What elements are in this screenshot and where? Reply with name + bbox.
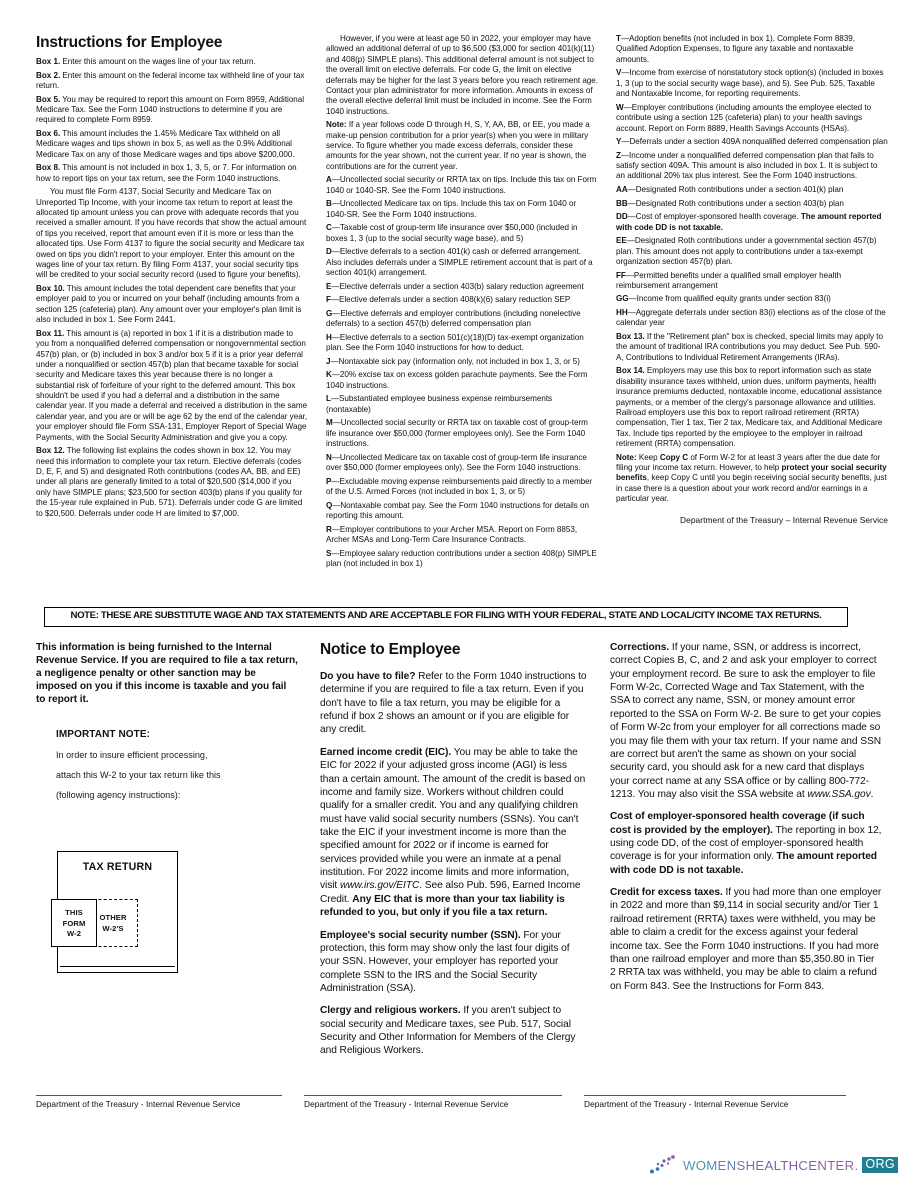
instructions-column-1 xyxy=(36,34,308,522)
tax-return-diagram-title: TAX RETURN xyxy=(82,861,153,874)
diagram-baseline-rule xyxy=(60,966,175,967)
important-note-title: IMPORTANT NOTE: xyxy=(56,728,151,740)
paragraph: C—Taxable cost of group-term life insurance over $50,000 (included in boxes 1, 3 (up to the social security wage base), and 5) xyxy=(326,223,578,243)
paragraph: Box 2. Enter this amount on the federal income tax withheld line of your tax return. xyxy=(36,70,305,91)
other-w2s-line2: W-2'S xyxy=(102,924,124,934)
attachment-diagram-wrapper xyxy=(36,851,298,973)
paragraph: Cost of employer-sponsored health coverage (if such cost is provided by the employer). The reporting in box 12, using code DD, of the cost of employer-sponsored health coverage is for your information only. The amount reported with code DD is not taxable. xyxy=(610,811,882,876)
instructions-column-2 xyxy=(326,34,598,573)
paragraph: S—Employee salary reduction contributions under a section 408(p) SIMPLE plan (not included in box 1) xyxy=(326,548,597,568)
paragraph: Earned income credit (EIC). You may be able to take the EIC for 2022 if your adjusted gross income (AGI) is less than a certain amount. The amount of the credit is based on income and family size. Workers without children could qualify for a smaller credit. You and any qualifying children must have valid social security numbers (SSNs). You can't take the EIC if your investment income is more than the specified amount for 2022 or if income is earned for services provided while you were an inmate at a penal institution. For 2022 income limits and more information, visit www.irs.gov/EITC. See also Pub. 596, Earned Income Credit. Any EIC that is more than your tax liability is refunded to you, but only if you file a tax return. xyxy=(320,746,586,919)
paragraph: HH—Aggregate deferrals under section 83(i) elections as of the close of the calendar year xyxy=(616,308,886,328)
site-watermark-logo xyxy=(649,1154,898,1176)
paragraph: Corrections. If your name, SSN, or address is incorrect, correct Copies B, C, and 2 and ask your employer to correct your employment record. Be sure to ask the employer to file Form W-2c, Corrected Wage and Tax Statement, with the SSA to correct any name, SSN, or money amount error reported to the SSA on Form W-2. Be sure to get your copies of Form W-2c from your employer for all corrections made so you may file them with your tax return. If your name and SSN are correct but aren't the same as shown on your social security card, you should ask for a new card that displays your correct name at any SSA office or by calling 800-772-1213. You may also visit the SSA website at www.SSA.gov. xyxy=(610,642,881,800)
paragraph: Note: If a year follows code D through H, S, Y, AA, BB, or EE, you made a make-up pension contribution for a prior year(s) when you were in military service. To figure whether you made excess deferrals, consider these amounts for the year shown, not the current year. If no year is shown, the contributions are for the current year. xyxy=(326,120,590,171)
footer-treasury-1: Department of the Treasury - Internal Revenue Service xyxy=(36,1095,282,1109)
instructions-columns xyxy=(36,34,888,573)
paragraph: Box 8. This amount is not included in box 1, 3, 5, or 7. For information on how to report tips on your tax return, see the Form 1040 instructions. xyxy=(36,163,297,183)
paragraph: You must file Form 4137, Social Security and Medicare Tax on Unreported Tip Income, with your income tax return to report at least the allocated tip amount unless you can prove with adequate records that you received a smaller amount. If you have records that show the actual amount of tips you received, report that amount even if it is more or less than the allocated tips. Use Form 4137 to figure the social security and Medicare tax owed on tips you didn't report to your employer. Enter this amount on the wages line of your tax return. By filing Form 4137, your social security tips will be credited to your social security record (used to figure your benefits). xyxy=(36,187,307,280)
bottom-column-left xyxy=(36,641,298,973)
bottom-columns xyxy=(36,641,888,1067)
paragraph: Box 12. The following list explains the codes shown in box 12. You may need this information to complete your tax return. Elective deferrals (codes D, E, F, and S) and designated Roth contributions (codes AA, BB, and EE) under all plans are generally limited to a total of $20,500 ($14,000 if you only have SIMPLE plans; $23,500 for section 403(b) plans if you qualify for the 15-year rule explained in Pub. 571). Deferrals under code G are limited to $20,500. Deferrals under code H are limited to $7,000. xyxy=(36,446,303,518)
paragraph: However, if you were at least age 50 in 2022, your employer may have allowed an additional deferral of up to $6,500 ($3,000 for section 401(k)(11) and 408(p) SIMPLE plans). This additional deferral amount is not subject to the overall limit on elective deferrals. For code G, the limit on elective deferrals may be higher for the last 3 years before you reach retirement age. Contact your plan administrator for more information. Amounts in excess of the overall elective deferral limit must be included in income. See the Form 1040 instructions. xyxy=(326,34,598,116)
paragraph: Box 13. If the "Retirement plan" box is checked, special limits may apply to the amount of traditional IRA contributions you may deduct. See Pub. 590-A, Contributions to Individual Retirement Arrangements (IRAs). xyxy=(616,332,883,362)
notice-corrections-body xyxy=(610,641,882,993)
paragraph: Box 6. This amount includes the 1.45% Medicare Tax withheld on all Medicare wages and tips shown in box 5, as well as the 0.9% Additional Medicare Tax on any of those Medicare wages and tips above $200,000. xyxy=(36,128,295,159)
page-title: Instructions for Employee xyxy=(36,34,223,51)
paragraph: W—Employer contributions (including amounts the employee elected to contribute using a section 125 (cafeteria) plan) to your health savings account. Report on Form 8889, Health Savings Accounts (HSAs). xyxy=(616,102,872,133)
irs-furnishing-notice: This information is being furnished to the Internal Revenue Service. If you are required to file a tax return, a negligence penalty or other sanction may be imposed on you if this income is taxable and you fail to report it. xyxy=(36,642,298,706)
this-form-line3: W-2 xyxy=(66,929,82,939)
paragraph: G—Elective deferrals and employer contributions (including nonelective deferrals) to a section 457(b) deferred compensation plan xyxy=(326,308,581,329)
paragraph: F—Elective deferrals under a section 408(k)(6) salary reduction SEP xyxy=(326,295,571,305)
footer-treasury-2: Department of the Treasury - Internal Revenue Service xyxy=(304,1095,562,1109)
text-line: (following agency instructions): xyxy=(56,790,181,801)
paragraph: Credit for excess taxes. If you had more than one employer in 2022 and more than $9,114 in social security and/or Tier 1 railroad retirement (RRTA) taxes were withheld, you may be able to claim a credit for the excess against your federal income tax. See the Form 1040 instructions. If you had more than one railroad employer and more than $5,350.80 in Tier 2 RRTA tax was withheld, you may be able to claim a refund on Form 843. See the Instructions for Form 843. xyxy=(610,887,882,992)
paragraph: Q—Nontaxable combat pay. See the Form 1040 instructions for details on reporting this amount. xyxy=(326,500,589,521)
watermark-org-badge: ORG xyxy=(862,1157,898,1173)
paragraph: Do you have to file? Refer to the Form 1040 instructions to determine if you are required to file a tax return. Even if you don't have to file a tax return, you may be eligible for a refund if box 2 shows an amount or if you are eligible for any credit. xyxy=(320,671,587,736)
footer-row xyxy=(36,1095,888,1109)
instructions-section xyxy=(36,34,888,573)
paragraph: Box 10. This amount includes the total dependent care benefits that your employer paid to you or incurred on your behalf (including amounts from a section 125 (cafeteria) plan). Any amount over your employer's plan limit is also included in box 1. See Form 2441. xyxy=(36,283,302,325)
paragraph: H—Elective deferrals to a section 501(c)(18)(D) tax-exempt organization plan. See the Form 1040 instructions for how to deduct. xyxy=(326,332,584,353)
other-w2s-line1: OTHER xyxy=(99,912,127,922)
paragraph: AA—Designated Roth contributions under a section 401(k) plan xyxy=(616,185,844,195)
note-banner-text: NOTE: THESE ARE SUBSTITUTE WAGE AND TAX STATEMENTS AND ARE ACCEPTABLE FOR FILING WITH YOUR FEDERAL, STATE AND LOCAL/CITY INCOME TAX RETURNS. xyxy=(70,610,822,621)
paragraph: Box 11. This amount is (a) reported in box 1 if it is a distribution made to you from a nonqualified deferred compensation or nongovernmental section 457(b) plan, or (b) included in box 3 and/or box 5 if it is a prior year deferral under a nonqualified or section 457(b) plan that became taxable for social security and Medicare taxes this year because there is no longer a substantial risk of forfeiture of your right to the deferred amount. This box shouldn't be used if you had a deferral and a distribution in the same calendar year. If you made a deferral and received a distribution in the same calendar year, and you are or will be age 62 by the end of the calendar year, your employer should file Form SSA-131, Employer Report of Special Wage Payments, with the Social Security Administration and give you a copy. xyxy=(36,328,308,442)
paragraph: Y—Deferrals under a section 409A nonqualified deferred compensation plan xyxy=(616,137,888,147)
paragraph: Clergy and religious workers. If you aren't subject to social security and Medicare taxes, see Pub. 517, Social Security and Other Information for Members of the Clergy and Religious Workers. xyxy=(320,1005,576,1057)
paragraph: E—Elective deferrals under a section 403(b) salary reduction agreement xyxy=(326,281,584,291)
text-line: In order to insure efficient processing, xyxy=(56,749,208,760)
instructions-column-2-body xyxy=(326,34,598,569)
paragraph: P—Excludable moving expense reimbursements paid directly to a member of the U.S. Armed Forces (not included in box 1, 3, or 5) xyxy=(326,476,593,497)
paragraph: EE—Designated Roth contributions under a governmental section 457(b) plan. This amount does not apply to contributions under a tax-exempt organization section 457(b) plan. xyxy=(616,236,877,266)
substitute-statement-note-banner xyxy=(44,607,848,627)
notice-to-employee-title: Notice to Employee xyxy=(320,641,461,658)
paragraph: T—Adoption benefits (not included in box 1). Complete Form 8839, Qualified Adoption Expenses, to figure any taxable and nontaxable amounts. xyxy=(616,34,855,64)
paragraph: Box 1. Enter this amount on the wages line of your tax return. xyxy=(36,57,256,67)
important-note-lines xyxy=(56,749,298,802)
instructions-column-3 xyxy=(616,34,888,525)
bottom-column-middle xyxy=(320,641,588,1067)
paragraph: Box 14. Employers may use this box to report information such as state disability insurance taxes withheld, union dues, uniform payments, health insurance premiums deducted, nontaxable income, educational assistance payments, or a member of the clergy's parsonage allowance and utilities. Railroad employers use this box to report railroad retirement (RRTA) compensation, Tier 1 tax, Tier 2 tax, Medicare tax, and Additional Medicare Tax. Include tips reported by the employee to the employer in railroad retirement (RRTA) compensation. xyxy=(616,366,883,449)
paragraph: V—Income from exercise of nonstatutory stock option(s) (included in boxes 1, 3 (up to the social security wage base), and 5). See Pub. 525, Taxable and Nontaxable Income, for reporting requirements. xyxy=(616,68,884,99)
instructions-column-1-body xyxy=(36,57,308,519)
this-form-line2: FORM xyxy=(62,918,86,928)
paragraph: A—Uncollected social security or RRTA tax on tips. Include this tax on Form 1040 or 1040-SR. See the Form 1040 instructions. xyxy=(326,175,597,195)
paragraph: Employee's social security number (SSN). For your protection, this form may show only the last four digits of your SSN. However, your employer has reported your complete SSN to the IRS and the Social Security Administration (SSA). xyxy=(320,929,570,994)
paragraph: Z—Income under a nonqualified deferred compensation plan that fails to satisfy section 409A. This amount is also included in box 1. It is subject to an additional 20% tax plus interest. See the Form 1040 instructions. xyxy=(616,150,878,181)
paragraph: GG—Income from qualified equity grants under section 83(i) xyxy=(616,294,831,304)
bottom-section xyxy=(36,641,888,1067)
instructions-column-3-body xyxy=(616,34,888,505)
paragraph: J—Nontaxable sick pay (information only, not included in box 1, 3, or 5) xyxy=(326,356,580,366)
paragraph: B—Uncollected Medicare tax on tips. Include this tax on Form 1040 or 1040-SR. See the Form 1040 instructions. xyxy=(326,199,577,219)
paragraph: R—Employer contributions to your Archer MSA. Report on Form 8853, Archer MSAs and Long-Term Care Insurance Contracts. xyxy=(326,524,578,544)
paragraph: N—Uncollected Medicare tax on taxable cost of group-term life insurance over $50,000 (former employees only). See the Form 1040 instructions. xyxy=(326,452,587,473)
paragraph: BB—Designated Roth contributions under a section 403(b) plan xyxy=(616,198,844,208)
text-line: attach this W-2 to your tax return like this xyxy=(56,769,221,780)
dots-swirl-icon xyxy=(649,1155,679,1175)
paragraph: Note: Keep Copy C of Form W-2 for at least 3 years after the due date for filing your income tax return. However, to help protect your social security benefits, keep Copy C until you begin receiving social security benefits, just in case there is a question about your work record and/or earnings in a particular year. xyxy=(616,452,887,504)
paragraph: DD—Cost of employer-sponsored health coverage. The amount reported with code DD is not taxable. xyxy=(616,212,882,232)
important-note-block xyxy=(36,729,298,802)
tax-return-diagram xyxy=(57,851,178,973)
notice-to-employee-body xyxy=(320,670,588,1058)
this-form-w2-box xyxy=(51,899,97,947)
footer-treasury-3: Department of the Treasury - Internal Revenue Service xyxy=(584,1095,846,1109)
paragraph: K—20% excise tax on excess golden parachute payments. See the Form 1040 instructions. xyxy=(326,370,588,390)
treasury-attribution-top: Department of the Treasury – Internal Revenue Service xyxy=(680,514,888,525)
paragraph: Box 5. You may be required to report this amount on Form 8959, Additional Medicare Tax. See the Form 1040 instructions to determine if you are required to complete Form 8959. xyxy=(36,94,305,125)
paragraph: FF—Permitted benefits under a qualified small employer health reimbursement arrangement xyxy=(616,270,842,290)
paragraph: L—Substantiated employee business expense reimbursements (nontaxable) xyxy=(326,394,553,414)
this-form-line1: THIS xyxy=(65,907,83,917)
bottom-column-right xyxy=(610,641,882,1002)
watermark-text: WOMENSHEALTHCENTER. xyxy=(682,1157,859,1173)
paragraph: M—Uncollected social security or RRTA tax on taxable cost of group-term life insurance over $50,000 (former employees only). See the Form 1040 instructions. xyxy=(326,418,588,449)
paragraph: D—Elective deferrals to a section 401(k) cash or deferred arrangement. Also includes deferrals under a SIMPLE retirement account that is part of a section 401(k) arrangement. xyxy=(326,247,593,278)
